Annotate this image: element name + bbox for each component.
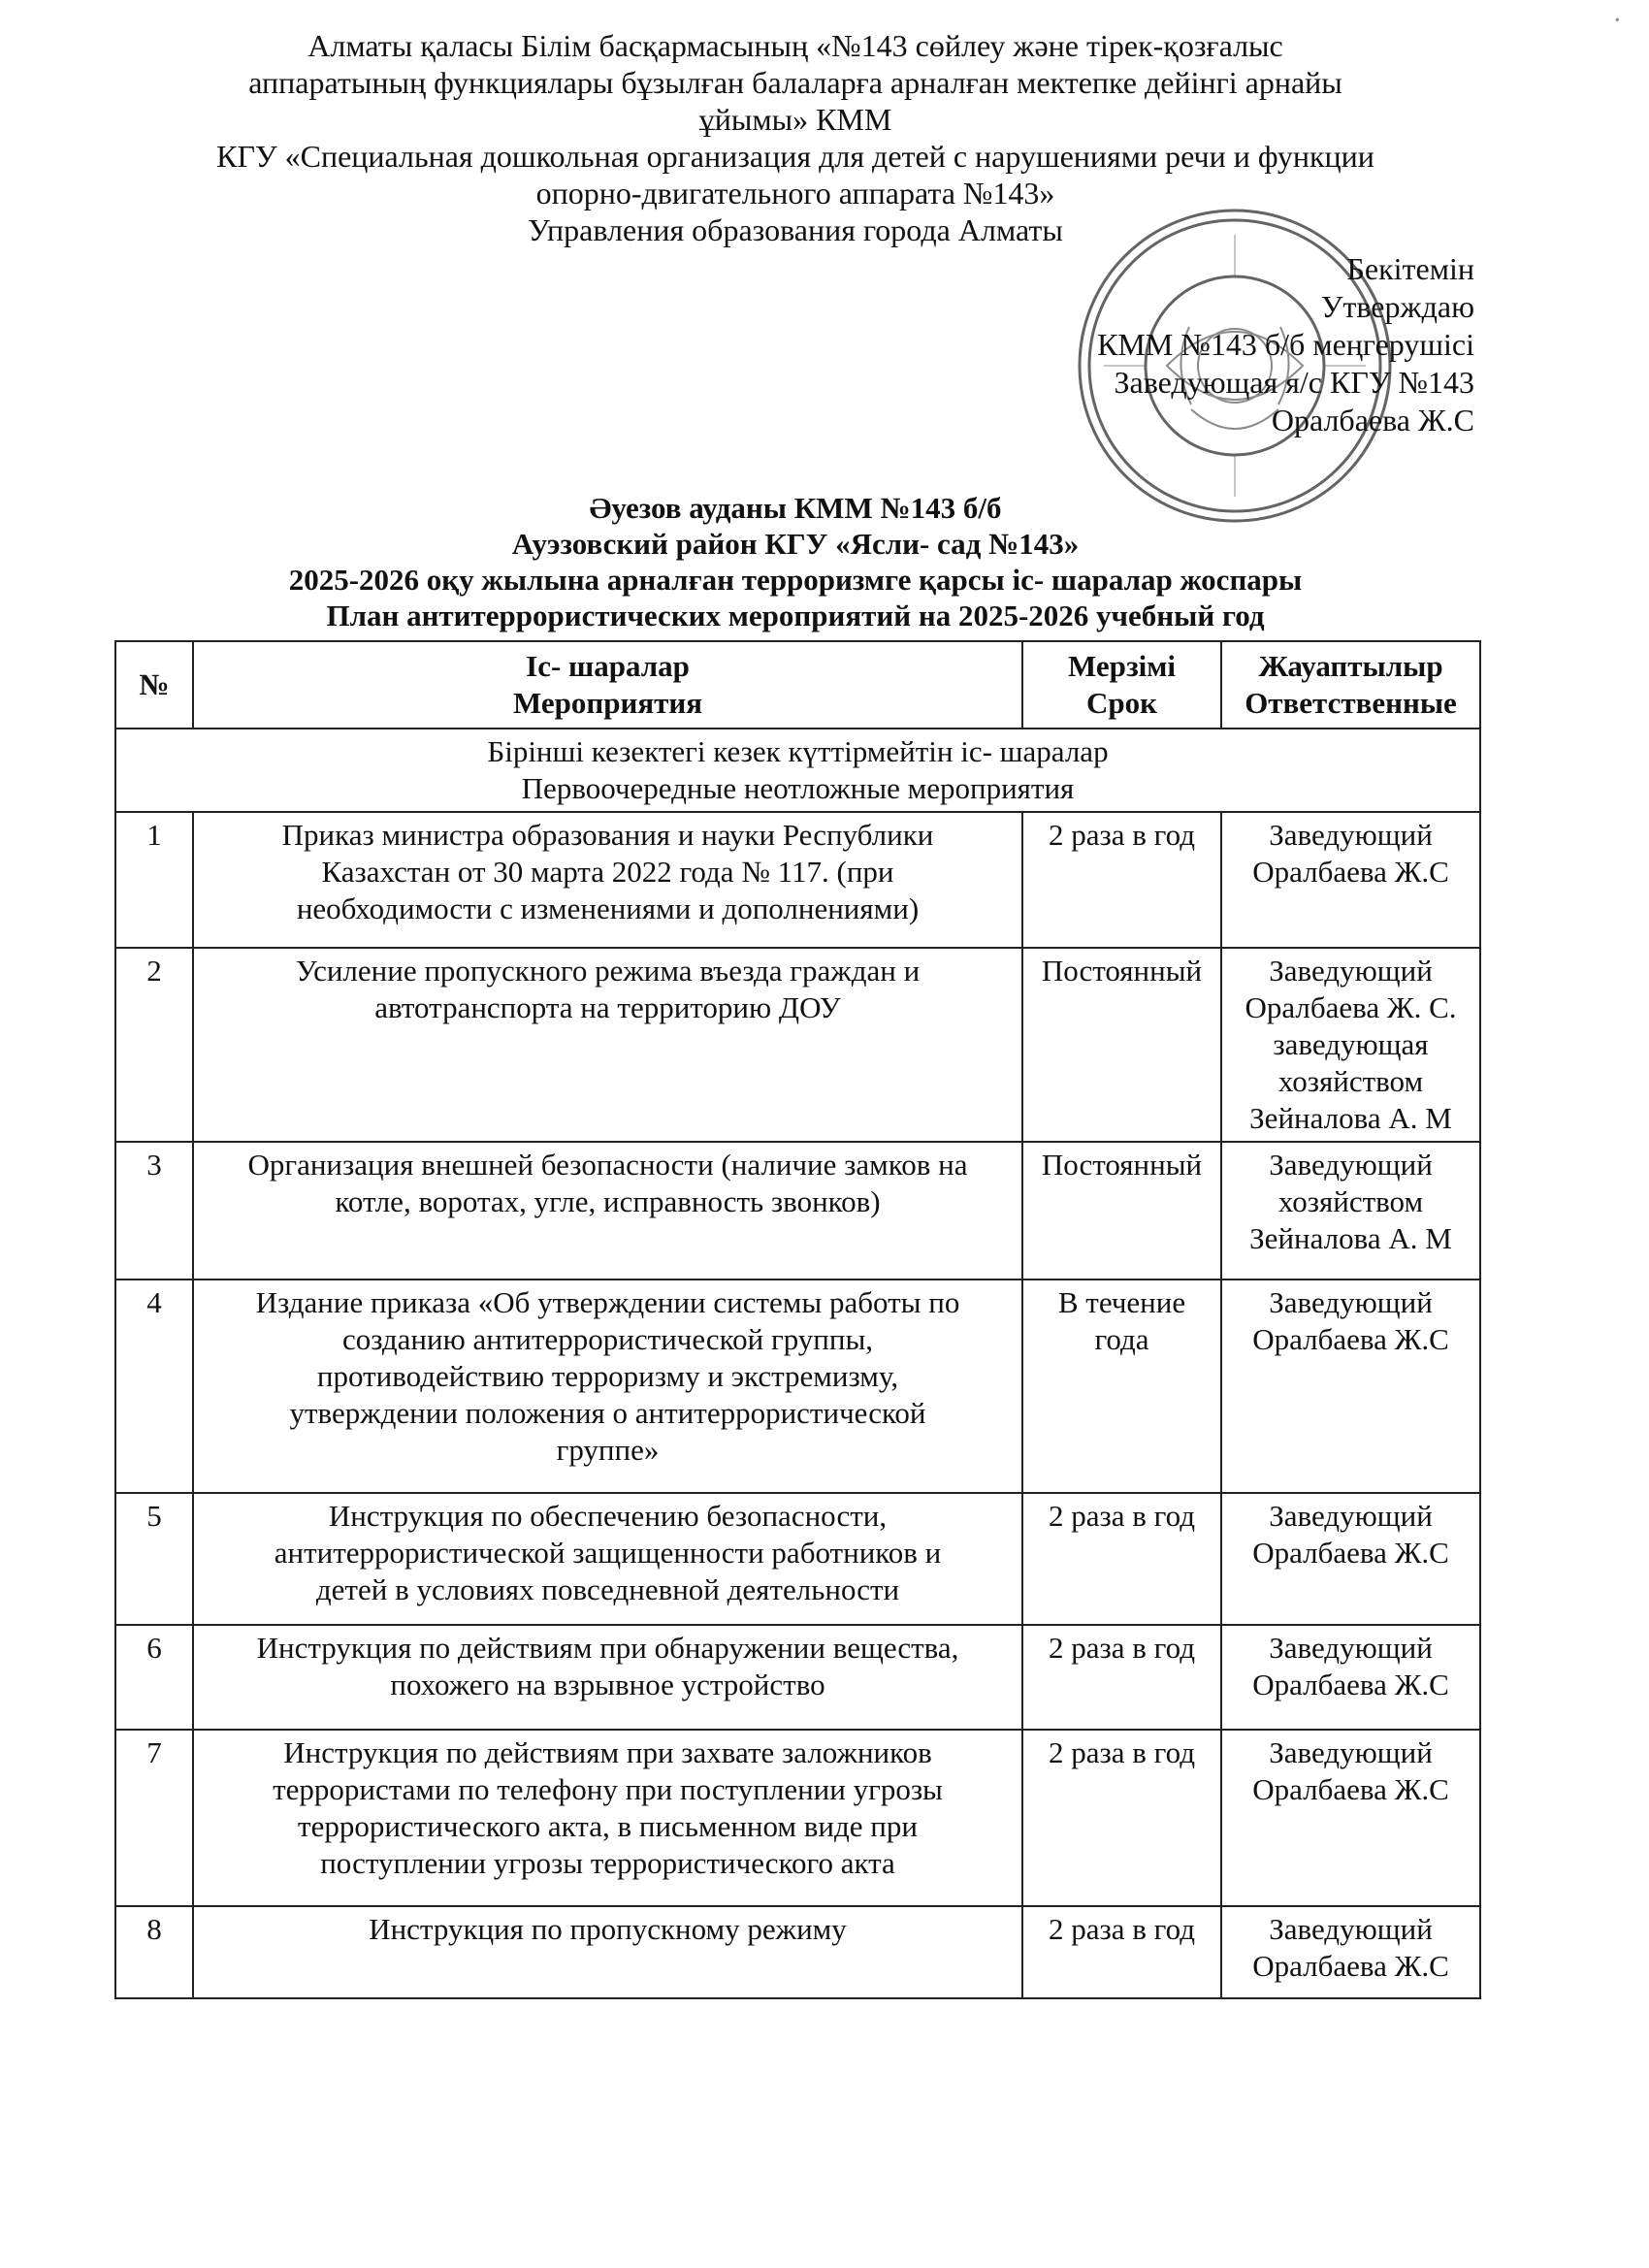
responsible-cell-line: Оралбаева Ж. С. xyxy=(1245,990,1457,1024)
header-term-kz: Мерзімі xyxy=(1067,649,1177,683)
term-cell-line: 2 раза в год xyxy=(1049,1631,1195,1665)
responsible-cell-line: Заведующий xyxy=(1269,1735,1433,1769)
activity-cell-line: группе» xyxy=(556,1433,660,1467)
activity-cell-line: утверждении положения о антитеррористической xyxy=(289,1396,926,1430)
responsible-cell-line: Заведующий xyxy=(1269,1631,1433,1665)
approval-line: КММ №143 б/б меңгерушісі xyxy=(1097,327,1474,362)
header-term-ru: Срок xyxy=(1086,686,1157,720)
section-title-ru: Первоочередные неотложные мероприятия xyxy=(521,771,1075,805)
activity-cell xyxy=(193,1142,1022,1280)
header-line: опорно-двигательного аппарата №143» xyxy=(535,176,1055,211)
row-number: 5 xyxy=(115,1493,193,1625)
term-cell-line: 2 раза в год xyxy=(1049,1499,1195,1533)
section-title xyxy=(115,729,1480,812)
row-number: 2 xyxy=(115,948,193,1142)
responsible-cell-line: Зейналова А. М xyxy=(1249,1221,1452,1255)
activity-cell-line: необходимости с изменениями и дополнениями) xyxy=(296,891,920,925)
activity-cell-line: поступлении угрозы террористического акта xyxy=(320,1846,895,1880)
activity-cell xyxy=(193,1493,1022,1625)
term-cell-line: 2 раза в год xyxy=(1049,1735,1195,1769)
responsible-cell-line: Заведующий xyxy=(1269,1499,1433,1533)
responsible-cell xyxy=(1221,948,1480,1142)
term-cell xyxy=(1022,812,1221,948)
term-cell-line: 2 раза в год xyxy=(1049,818,1195,852)
responsible-cell xyxy=(1221,812,1480,948)
activity-cell-line: похожего на взрывное устройство xyxy=(390,1668,825,1701)
activity-cell-line: детей в условиях повседневной деятельности xyxy=(315,1572,900,1606)
term-cell xyxy=(1022,1280,1221,1493)
approval-line: Бекітемін xyxy=(1346,251,1474,286)
responsible-cell-line: Оралбаева Ж.С xyxy=(1252,1536,1449,1570)
approval-line: Утверждаю xyxy=(1320,289,1474,324)
header-activity-kz: Іс- шаралар xyxy=(526,649,690,683)
responsible-cell-line: Заведующий xyxy=(1269,1912,1433,1946)
responsible-cell-line: Заведующий xyxy=(1269,1285,1433,1319)
header-line: КГУ «Специальная дошкольная организация для детей с нарушениями речи и функции xyxy=(216,139,1374,174)
responsible-cell-line: Заведующий xyxy=(1269,954,1433,988)
responsible-cell xyxy=(1221,1493,1480,1625)
title-line: 2025-2026 оқу жылына арналған терроризмге қарсы іс- шаралар жоспары xyxy=(288,563,1303,597)
header-term xyxy=(1022,641,1221,729)
table-row xyxy=(115,812,1480,948)
activity-cell-line: террористами по телефону при поступлении угрозы xyxy=(273,1772,943,1806)
header-activity-ru: Мероприятия xyxy=(513,686,702,720)
term-cell-line: В течение xyxy=(1057,1285,1186,1319)
activity-cell-line: Инструкция по действиям при обнаружении вещества, xyxy=(256,1631,959,1665)
approval-line: Оралбаева Ж.С xyxy=(1271,403,1474,437)
activity-cell-line: котле, воротах, угле, исправность звонков) xyxy=(335,1184,881,1218)
activity-cell xyxy=(193,1730,1022,1906)
activity-cell xyxy=(193,1906,1022,1998)
header-activity xyxy=(193,641,1022,729)
activity-cell-line: Организация внешней безопасности (наличие замков на xyxy=(247,1148,968,1182)
table-row xyxy=(115,1142,1480,1280)
responsible-cell-line: хозяйством xyxy=(1277,1184,1424,1218)
term-cell xyxy=(1022,1730,1221,1906)
term-cell xyxy=(1022,1906,1221,1998)
activity-cell-line: Издание приказа «Об утверждении системы работы по xyxy=(255,1285,960,1319)
section-row xyxy=(115,729,1480,812)
term-cell-line: 2 раза в год xyxy=(1049,1912,1195,1946)
activity-cell-line: Усиление пропускного режима въезда граждан и xyxy=(295,954,921,988)
row-number: 8 xyxy=(115,1906,193,1998)
header-line: ұйымы» КММ xyxy=(698,102,892,137)
activity-cell-line: террористического акта, в письменном виде при xyxy=(298,1809,918,1843)
table-row xyxy=(115,1280,1480,1493)
row-number: 6 xyxy=(115,1625,193,1730)
responsible-cell-line: Заведующий xyxy=(1269,1148,1433,1182)
title-line: План антитеррористических мероприятий на 2025-2026 учебный год xyxy=(326,599,1265,632)
term-cell-line: Постоянный xyxy=(1041,954,1203,988)
responsible-cell xyxy=(1221,1625,1480,1730)
term-cell-line: Постоянный xyxy=(1041,1148,1203,1182)
responsible-cell-line: Оралбаева Ж.С xyxy=(1252,1949,1449,1983)
header-number: № xyxy=(115,641,193,729)
header-responsible-kz: Жауаптылыр xyxy=(1258,649,1443,683)
row-number: 3 xyxy=(115,1142,193,1280)
responsible-cell-line: Оралбаева Ж.С xyxy=(1252,855,1449,889)
activity-cell-line: Инструкция по действиям при захвате заложников xyxy=(283,1735,932,1769)
term-cell-line: года xyxy=(1094,1322,1149,1356)
responsible-cell xyxy=(1221,1730,1480,1906)
activity-cell xyxy=(193,1280,1022,1493)
row-number: 1 xyxy=(115,812,193,948)
activity-cell-line: антитеррористической защищенности работников и xyxy=(274,1536,942,1570)
responsible-cell-line: заведующая xyxy=(1273,1027,1429,1061)
title-line: Ауэзовский район КГУ «Ясли- сад №143» xyxy=(511,527,1080,561)
responsible-cell-line: Оралбаева Ж.С xyxy=(1252,1668,1449,1701)
term-cell xyxy=(1022,948,1221,1142)
table-row xyxy=(115,1493,1480,1625)
header-responsible-ru: Ответственные xyxy=(1245,686,1457,720)
activity-cell xyxy=(193,948,1022,1142)
responsible-cell-line: Зейналова А. М xyxy=(1249,1101,1452,1135)
activity-cell-line: автотранспорта на территорию ДОУ xyxy=(374,990,841,1024)
header-line: Алматы қаласы Білім басқармасының «№143 сөйлеу және тірек-қозғалыс xyxy=(307,28,1283,63)
activities-table xyxy=(114,640,1481,1999)
activity-cell xyxy=(193,812,1022,948)
term-cell xyxy=(1022,1493,1221,1625)
table-row xyxy=(115,1906,1480,1998)
term-cell xyxy=(1022,1625,1221,1730)
responsible-cell xyxy=(1221,1906,1480,1998)
activity-cell-line: Казахстан от 30 марта 2022 года № 117. (при xyxy=(321,855,894,889)
activity-cell-line: созданию антитеррористической группы, xyxy=(341,1322,874,1356)
responsible-cell xyxy=(1221,1280,1480,1493)
responsible-cell-line: Оралбаева Ж.С xyxy=(1252,1322,1449,1356)
term-cell xyxy=(1022,1142,1221,1280)
activity-cell-line: противодействию терроризму и экстремизму, xyxy=(316,1359,899,1393)
responsible-cell-line: Оралбаева Ж.С xyxy=(1252,1772,1449,1806)
header-line: аппаратының функциялары бұзылған балаларға арналған мектепке дейінгі арнайы xyxy=(248,65,1342,100)
section-title-kz: Бірінші кезектегі кезек күттірмейтін іс- шаралар xyxy=(487,734,1109,768)
activity-cell-line: Приказ министра образования и науки Республики xyxy=(281,818,934,852)
row-number: 4 xyxy=(115,1280,193,1493)
table-header-row xyxy=(115,641,1480,729)
responsible-cell-line: хозяйством xyxy=(1277,1064,1424,1098)
approval-block xyxy=(892,250,1474,439)
corner-mark: · xyxy=(1612,6,1622,36)
table-row xyxy=(115,1625,1480,1730)
header-responsible xyxy=(1221,641,1480,729)
activity-cell-line: Инструкция по пропускному режиму xyxy=(369,1912,847,1946)
responsible-cell xyxy=(1221,1142,1480,1280)
activity-cell-line: Инструкция по обеспечению безопасности, xyxy=(328,1499,888,1533)
table-row xyxy=(115,948,1480,1142)
table-row xyxy=(115,1730,1480,1906)
responsible-cell-line: Заведующий xyxy=(1269,818,1433,852)
document-title xyxy=(116,490,1474,633)
title-line: Әуезов ауданы КММ №143 б/б xyxy=(589,491,1002,525)
activity-cell xyxy=(193,1625,1022,1730)
row-number: 7 xyxy=(115,1730,193,1906)
header-line: Управления образования города Алматы xyxy=(528,212,1063,247)
approval-line: Заведующая я/с КГУ №143 xyxy=(1114,365,1474,400)
